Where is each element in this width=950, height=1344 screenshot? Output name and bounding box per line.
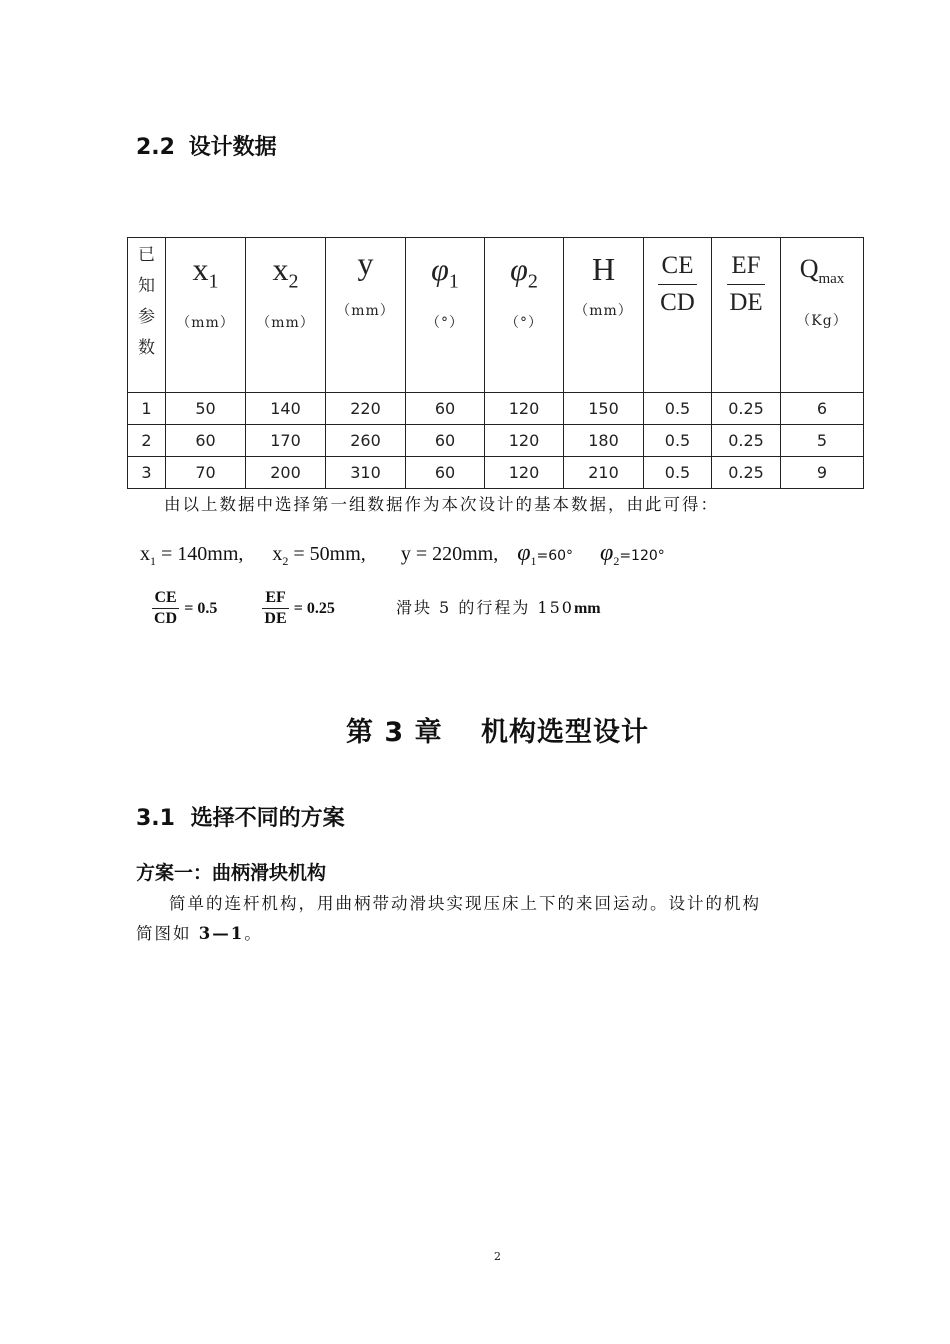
table-cell: 1 [128,393,166,425]
label-char: 已 [138,245,155,265]
header-ce-cd [644,238,712,393]
header-H [564,238,644,393]
eq-phi1: $\varphi_1=60^\circ$ [517,540,574,568]
table-cell: 180 [564,425,644,457]
scheme-1-heading: 方案一：曲柄滑块机构 [136,862,327,884]
table-header-row [128,238,864,393]
symbol-sub: max [818,271,845,288]
table-cell: 0.5 [644,393,712,425]
symbol: H [591,251,616,287]
table-cell: 220 [326,393,406,425]
table-cell: 60 [166,425,246,457]
table-cell: 0.25 [712,457,781,489]
scheme-1-paragraph [136,889,866,949]
after-table-paragraph: 由以上数据中选择第一组数据作为本次设计的基本数据，由此可得： [164,495,719,514]
table-cell: 170 [246,425,326,457]
table-row [128,393,864,425]
ratio-ef-de-value: = 0.25 [293,600,335,617]
design-parameter-table [127,237,864,489]
section-title: 选择不同的方案 [190,806,345,831]
table-cell: 210 [564,457,644,489]
table-cell: 6 [781,393,864,425]
header-phi2 [485,238,564,393]
label-char: 参 [138,307,155,327]
unit: （Kg） [796,313,848,330]
ratio-line [152,588,601,629]
table-cell: 70 [166,457,246,489]
table-cell: 0.5 [644,425,712,457]
ratio-denominator: DE [264,610,287,627]
ratio-numerator: CE [658,248,697,285]
page-number: 2 [494,1250,501,1263]
scheme-1-line-2 [136,919,866,949]
label-char: 数 [138,338,155,358]
table-cell: 0.25 [712,425,781,457]
section-title: 设计数据 [188,135,277,160]
symbol-sub: 1 [448,270,459,293]
table-cell: 9 [781,457,864,489]
symbol: φ [431,251,449,287]
table-cell: 150 [564,393,644,425]
equation-line [140,540,665,569]
table-cell: 2 [128,425,166,457]
header-phi1 [406,238,485,393]
section-heading-2-2 [136,130,277,161]
table-cell: 200 [246,457,326,489]
table-cell: 60 [406,457,485,489]
ratio-numerator: CE [152,588,179,609]
table-cell: 60 [406,393,485,425]
table-row [128,457,864,489]
unit: （mm） [176,315,235,332]
table-cell: 120 [485,457,564,489]
table-cell: 3 [128,457,166,489]
ratio-numerator: EF [262,588,288,609]
header-ef-de [712,238,781,393]
table-cell: 260 [326,425,406,457]
stroke-unit: mm [573,600,601,617]
eq-y-value: = 220mm, [415,543,499,565]
table-cell: 0.25 [712,393,781,425]
ratio-ce-cd-value: = 0.5 [184,600,218,617]
table-row [128,425,864,457]
eq-phi2-value: =120° [619,548,665,564]
ratio-denominator: CD [660,289,695,316]
eq-phi2: $\varphi_2=120^\circ$ [600,540,665,568]
unit: （mm） [574,303,633,319]
symbol-sub: 1 [208,270,219,293]
table-cell: 0.5 [644,457,712,489]
table-cell: 50 [166,393,246,425]
ratio-denominator: DE [729,289,763,316]
unit: （mm） [336,303,395,319]
chapter-label: 第 3 章 [346,717,443,748]
stroke-text: 滑块 5 的行程为 150 [395,598,574,617]
table-cell: 140 [246,393,326,425]
header-x1 [166,238,246,393]
section-number: 2.2 [136,135,175,160]
table-cell: 5 [781,425,864,457]
table-cell: 310 [326,457,406,489]
header-x2 [246,238,326,393]
unit: （°） [505,315,543,332]
scheme-1-line-1: 简单的连杆机构，用曲柄带动滑块实现压床上下的来回运动。设计的机构 [169,894,761,913]
figure-ref-suffix: 。 [244,924,263,943]
ratio-ef-de [262,588,288,629]
ratio-ce-cd [152,588,179,629]
eq-phi1-value: =60° [536,548,574,564]
eq-x2: $x_2 = 50mm$, [272,543,366,568]
header-qmax [781,238,864,393]
section-heading-3-1 [136,801,345,832]
eq-y: y = 220mm, [400,543,499,565]
header-known-params [128,238,166,393]
label-char: 知 [138,276,155,296]
unit: （mm） [256,315,315,332]
ratio-fraction [658,248,697,321]
symbol: y [357,245,374,281]
eq-x2-value: = 50mm, [293,543,366,565]
header-y [326,238,406,393]
table-cell: 120 [485,393,564,425]
chapter-heading [0,710,950,749]
symbol: x [192,251,209,287]
figure-ref: 3—1 [198,924,245,943]
ratio-numerator: EF [727,248,764,285]
eq-x1-value: = 140mm, [161,543,244,565]
ratio-denominator: CD [154,610,178,627]
table-cell: 120 [485,425,564,457]
figure-ref-prefix: 简图如 [136,924,199,943]
table-cell: 60 [406,425,485,457]
symbol-sub: 2 [527,270,538,293]
section-number: 3.1 [136,806,175,831]
symbol: Q [799,254,819,283]
symbol: x [272,251,289,287]
symbol: φ [510,251,528,287]
chapter-title: 机构选型设计 [481,717,649,748]
symbol-sub: 2 [288,270,299,293]
unit: （°） [426,315,464,332]
ratio-fraction [727,248,764,321]
eq-x1: $x_1 = 140mm$, [140,543,244,568]
